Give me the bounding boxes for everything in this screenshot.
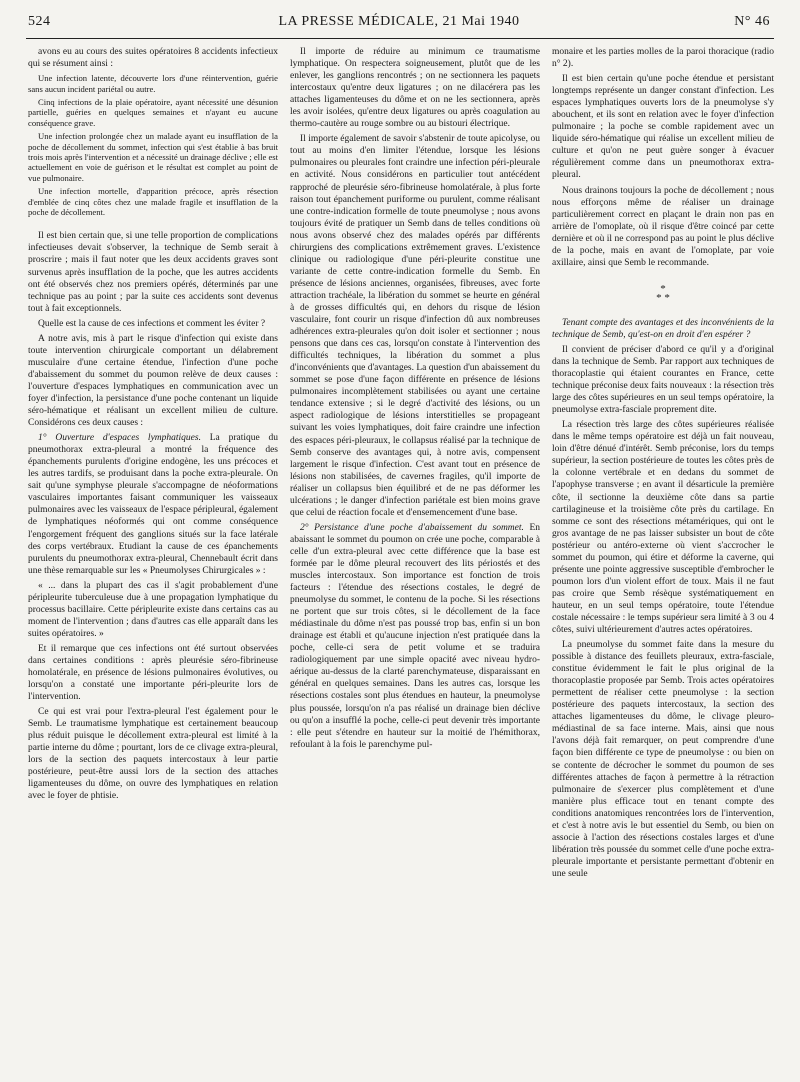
journal-title: LA PRESSE MÉDICALE, 21 Mai 1940	[278, 14, 520, 29]
paragraph: « ... dans la plupart des cas il s'agit probablement d'une péripleurite tuberculeuse due à une propagation lymphatique du processus bacillaire. Cette péripleurite existe dans certains cas au moment de l'intervention ; dans d'autres cas elle apparaît dans les suites opératoires. »	[28, 580, 278, 639]
paragraph: La résection très large des côtes supérieures réalisée dans le même temps opératoire est déjà un fait nouveau, loin d'être dénué d'intérêt. Semb préconise, lors du temps supérieur, la section postérieure de toutes les côtes près de la colonne vertébrale et en dedans du sommet de l'apophyse transverse ; en avant il désarticule la première côte, il sectionne la deuxième côte dans sa partie cartilagineuse et la troisième côte près du cartilage. En somme ce sont des résections métamériques, qui ont le gros avantage de ne pas laisser subsister un bout de côte postérieur ou antéro-externe où vient s'accrocher le sommet du poumon, qui étire et déforme la caverne, qui présente une pointe aggressive susceptible d'embrocher le poumon lors d'un violent effort de toux. Mais il ne faut pas croire que Semb résèque systématiquement en hauteur, en un seul temps opératoire, toute l'étendue costale nécessaire : le temps supérieur sera limité à 3 ou 4 côtes, suivi ultérieurement d'autres actes opératoires.	[552, 420, 774, 636]
paragraph: Il importe également de savoir s'abstenir de toute apicolyse, ou tout au moins d'en limiter l'étendue, lorsque les lésions pulmonaires ou pleurales font craindre une infection péri-pleurale en activité. Nous considérons en particulier tout antécédent rapproché de pleurésie séro-fibrineuse homolatérale, à plus forte raison tout épanchement puriforme ou purulent, comme réalisant une contre-indication formelle de toute pneumolyse ; nous avons toujours évité de pratiquer un Semb dans de telles conditions où nous avons observé chez des malades opérés par différents chirurgiens des complications extrêmement graves. L'existence clinique ou radiologique d'une péri-pleurite constitue une variante de cette contre-indication formelle du Semb. En présence de lésions anciennes, organisées, fibreuses, avec forte attraction trachéale, la libération du sommet se heurte en général à de grosses difficultés qui, en dehors du risque de lésion vasculaire, font courir un risque d'infection dû aux nombreuses adhérences extra-pleurales qu'on doit isoler et sectionner ; nous pensons que dans ces cas, lorsqu'on constate à l'intervention des difficultés techniques, la libération du sommet a plus d'inconvénients que d'avantages. La question d'un abaissement du sommet se pose d'une façon différente en présence de lésions pulmonaires incomplètement stabilisées ou ayant une certaine tendance extensive ; si le degré d'activité des lésions, ou un aspect radiologique de lésions interstitielles se propageant suivant les voies lymphatiques, doit faire craindre une infection des espaces péri-pleuraux, le collapsus réalisé par la technique de Semb conserve des avantages qui, à notre avis, compensent largement le risque d'infection. C'est avant tout en présence de lésions non stabilisées, de cavernes fragiles, qu'il importe de réaliser un collapsus bien équilibré et de ne pas déformer les ulcérations ; le danger d'infection pariétale est bien moins grave que celui de réaction focale et d'ensemencement d'une base.	[290, 134, 540, 518]
paragraph: avons eu au cours des suites opératoires 8 accidents infectieux qui se résument ainsi :	[28, 47, 278, 70]
paragraph: Il est bien certain qu'une poche étendue et persistant longtemps représente un danger constant d'infection. Les espaces lymphatiques ouverts lors de la pneumolyse s'y abouchent, et ils sont en relation avec le foyer d'infection pulmonaire ; la poche se comble rapidement avec un liquide séro-hématique qui réalise un excellent milieu de culture et qu'on ne peut guère songer à évacuer régulièrement comme dans un pneumothorax extra-pleural.	[552, 74, 774, 181]
text-column-2	[290, 46, 540, 1076]
paragraph: monaire et les parties molles de la paroi thoracique (radio n° 2).	[552, 47, 774, 70]
paragraph: Quelle est la cause de ces infections et comment les éviter ?	[38, 318, 266, 329]
text-column-3	[552, 46, 774, 1076]
section-separator: * * *	[656, 282, 670, 304]
paragraph-text: La pratique du pneumothorax extra-pleural a montré la fréquence des épanchements purulents d'origine endogène, les uns précoces et les autres tardifs, se produisant dans la poche extra-pleurale. On sait qu'une symphyse pleurale s'accompagne de néoformations vasculaires importantes faisant communiquer les vaisseaux pulmonaires avec les vaisseaux de l'espace péripleural, également de lymphatiques néoformés qui ont comme conséquence l'engorgement fréquent des ganglions situés sur la face latérale des corps vertébraux. Etudiant la cause de ces épanchements purulents du pneumothorax extra-pleural, Chennebault écrit dans une thèse remarquable sur les « Pneumolyses Chirurgicales » :	[28, 433, 278, 576]
paragraph: Une infection latente, découverte lors d'une réintervention, guérie sans aucun incident pariétal ou autre.	[28, 73, 278, 94]
section-lead: 2° Persistance d'une poche d'abaissement du sommet.	[300, 522, 524, 533]
paragraph: Ce qui est vrai pour l'extra-pleural l'est également pour le Semb. Le traumatisme lymphatique est certainement beaucoup plus réduit puisque le décollement extra-pleural est limité à la partie interne du dôme ; pourtant, lors de ce clivage extra-pleural, lors de la section des paquets intercostaux à leur partie postérieure, peut-être aussi lors de la section des attaches ligamenteuses du dôme, on ouvre des lymphatiques en relation avec le foyer de phtisie.	[28, 707, 278, 802]
page-number: 524	[28, 14, 51, 29]
paragraph: Nous drainons toujours la poche de décollement ; nous nous efforçons même de réaliser un drainage particulièrement correct en plaçant le drain non pas en arrière de l'omoplate, où il risque d'être coincé par cette dernière et où il ne correspond pas au point le plus déclive de la poche, mais en avant de l'omoplate, par voie axillaire, ainsi que Semb le recommande.	[552, 185, 774, 268]
text-column-1	[28, 46, 278, 1076]
paragraph-gap	[28, 220, 278, 230]
paragraph-text: En abaissant le sommet du poumon on crée une poche, comparable à celle d'un extra-pleural avec cette différence que la base est formée par le dôme pleural recouvert des lits périostés et des muscles intercostaux. Son importance est fonction de trois facteurs : l'étendue des résections costales, le degré de pneumolyse du sommet, le contenu de la poche. Si les résections ne portent que sur trois côtes, si le décollement de la face médiastinale du dôme n'est pas poussé trop bas, enfin si un bon drainage est établi et qu'aucune injection n'est pratiquée dans la poche, celle-ci sera de petit volume et se traduira radiologiquement par une simple opacité avec niveau hydro-aérique au-dessus de la clarté parenchymateuse, disparaissant en général en quelques semaines. Dans les autres cas, lorsque les résections costales sont plus étendues en hauteur, la pneumolyse plus poussée, lorsqu'on n'a pas réalisé un drainage bien déclive ou qu'on a insufflé la poche, celle-ci peut devenir très importante : elle peut s'étendre en hauteur sur la moitié de l'hémithorax, refoulant à la fois le parenchyme pul-	[290, 522, 540, 750]
paragraph: Une infection mortelle, d'apparition précoce, après résection d'emblée de cinq côtes chez une malade fragile et insufflation de la poche de décollement.	[28, 186, 278, 217]
paragraph: Il importe de réduire au minimum ce traumatisme lymphatique. On respectera soigneusement, plutôt que de les enlever, les ganglions rencontrés ; on ne sectionnera les paquets intercostaux qu'entre deux ligatures ; on ne dilacérera pas les attaches ligamenteuses du dôme et on ne les sectionnera, après les avoir isolées, qu'entre deux ligatures ou après coagulation au thermo-cautère au rouge sombre ou au bistouri électrique.	[290, 47, 540, 130]
paragraph: Une infection prolongée chez un malade ayant eu insufflation de la poche de décollement du sommet, infection qui s'est établie à bas bruit trois mois après l'intervention et a nécessité un drainage déclive ; elle est actuellement en voie de guérison et le résultat est complet au point de vue pulmonaire.	[28, 131, 278, 183]
paragraph: Il convient de préciser d'abord ce qu'il y a d'original dans la technique de Semb. Par rapport aux techniques de thoracoplastie qui étaient courantes en France, cette technique préconise deux faits nouveaux : la résection très large des côtes supérieures en un seul temps opératoire, la pneumolyse extra-fasciale proprement dite.	[552, 344, 774, 416]
paragraph: La pneumolyse du sommet faite dans la mesure du possible à distance des feuillets pleuraux, extra-fasciale, constitue évidemment le fait le plus original de la thoracoplastie proposée par Semb. Trois actes opératoires permettent de réaliser cette pneumolyse : la section postérieure des paquets intercostaux, la section des attaches ligamenteuses du dôme, le clivage pleuro-médiastinal de sa face interne. Mais, ainsi que nous l'avons déjà fait remarquer, on peut comprendre d'une façon bien différente ce type de pneumolyse : ou bien on se contente de décrocher le sommet du poumon de ses différentes attaches de façon à permettre à la rétraction pulmonaire de s'exercer plus complètement et d'une manière plus efficace tout en tenant compte des conditions anatomiques rencontrées lors de l'intervention, et c'est à notre avis le but essentiel du Semb, ou bien on associe à l'action des résections costales larges et d'une libération très poussée du sommet celle d'une poche extra-pleurale importante et persistante permettant d'obtenir en une seule	[552, 640, 774, 879]
paragraph	[552, 317, 774, 341]
paragraph: Et il remarque que ces infections ont été surtout observées dans certaines conditions : après pleurésie séro-fibrineuse homolatérale, en présence de lésions pulmonaires évolutives, ou lorsqu'on a constaté une importante péri-pleurite lors de l'intervention.	[28, 643, 278, 703]
issue-number: N° 46	[734, 14, 770, 29]
paragraph	[290, 522, 540, 751]
section-lead: 1° Ouverture d'espaces lymphatiques.	[38, 433, 201, 444]
page-header	[28, 14, 770, 36]
header-rule	[26, 38, 774, 39]
paragraph: Cinq infections de la plaie opératoire, ayant nécessité une désunion partielle, guéries en quelques semaines et n'ayant eu aucune conséquence grave.	[28, 96, 278, 128]
paragraph: Il est bien certain que, si une telle proportion de complications infectieuses devait s'observer, la technique de Semb serait à proscrire ; mais il faut noter que les deux accidents graves sont survenus après insufflation de la poche, que les autres accidents ont été observés chez nos premiers opérés, déterminés par une technique pas au point ; par la suite ces accidents sont devenus tout à fait exceptionnels.	[28, 231, 278, 314]
section-question: Tenant compte des avantages et des inconvénients de la technique de Semb, qu'est-on en droit d'en espérer ?	[552, 317, 774, 340]
paragraph	[28, 432, 278, 577]
paragraph: A notre avis, mis à part le risque d'infection qui existe dans toute intervention chirurgicale comportant un délabrement musculaire d'une certaine étendue, l'infection d'une poche d'abaissement du sommet du poumon relève de deux causes : l'ouverture d'espaces lymphatiques en communication avec un foyer d'infection, la persistance d'une poche contenant un liquide séro-hématique et réalisant un excellent milieu de culture. Considérons ces deux causes :	[28, 333, 278, 429]
